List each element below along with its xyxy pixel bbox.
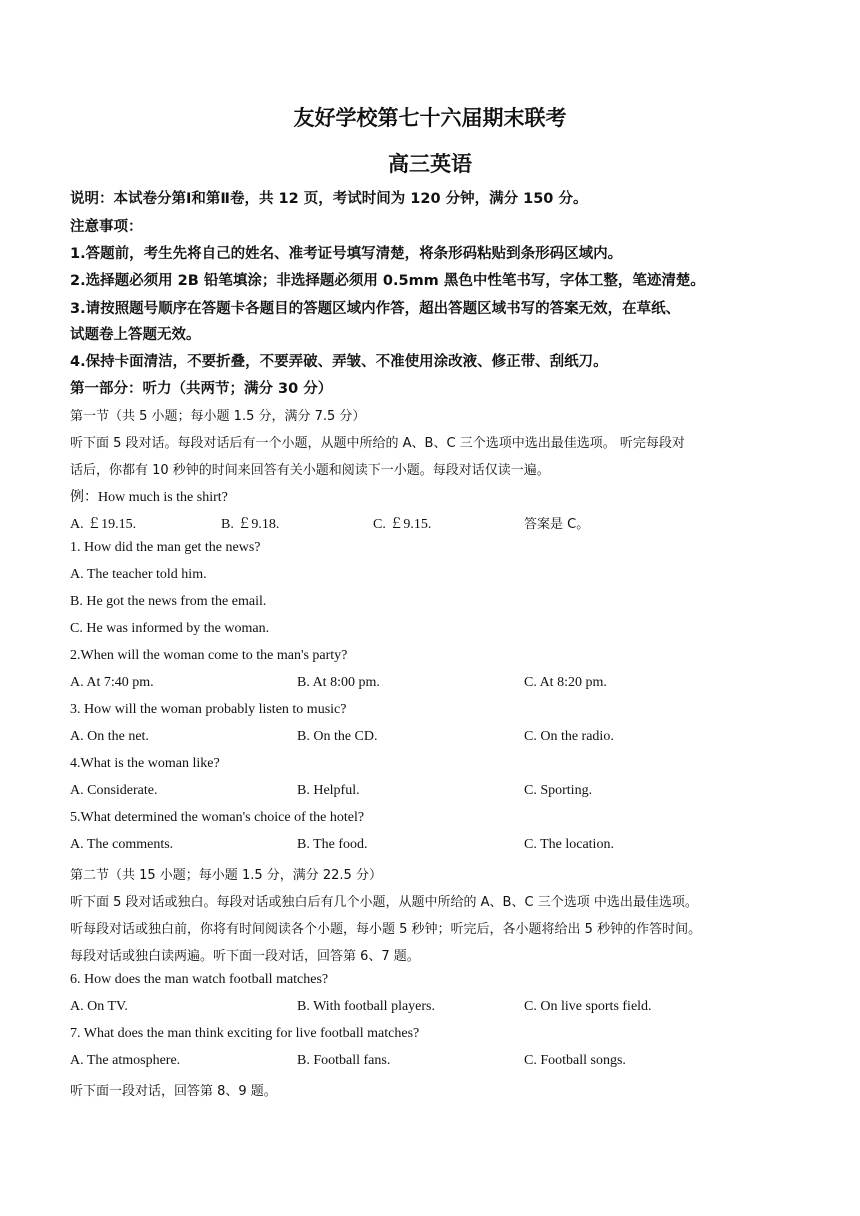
option-c: C. The location.: [524, 837, 614, 852]
part1-heading: 第一部分：听力（共两节；满分 30 分）: [70, 381, 333, 397]
option-c: C. Sporting.: [524, 783, 593, 798]
option-b: B. Helpful.: [297, 783, 360, 798]
section2-heading: 第二节（共 15 小题；每小题 1.5 分，满分 22.5 分）: [70, 868, 382, 883]
option-a: A. Considerate.: [70, 783, 158, 798]
q6-options: [0, 999, 860, 1021]
note-1: 1.答题前，考生先将自己的姓名、准考证号填写清楚，将条形码粘贴到条形码区域内。: [70, 246, 623, 262]
example-answer: 答案是 C。: [524, 517, 590, 532]
option-b: B. On the CD.: [297, 729, 378, 744]
note-4: 4.保持卡面清洁，不要折叠，不要弄破、弄皱、不准使用涂改液、修正带、刮纸刀。: [70, 354, 608, 370]
question-2: 2.When will the woman come to the man's party?: [70, 648, 348, 663]
section1-heading: 第一节（共 5 小题；每小题 1.5 分，满分 7.5 分）: [70, 409, 366, 424]
option-a: A. On the net.: [70, 729, 149, 744]
q4-options: [0, 783, 860, 805]
option-c: C. At 8:20 pm.: [524, 675, 607, 690]
question-7: 7. What does the man think exciting for live football matches?: [70, 1026, 420, 1041]
option-c: C. On live sports field.: [524, 999, 652, 1014]
exam-title: 友好学校第七十六届期末联考: [293, 106, 567, 130]
section1-directions-line-1: 听下面 5 段对话。每段对话后有一个小题，从题中所给的 A、B、C 三个选项中选出最佳选项。 听完每段对: [70, 436, 685, 451]
instructions-intro: 说明：本试卷分第Ⅰ和第Ⅱ卷，共 12 页，考试时间为 120 分钟，满分 150 分。: [70, 191, 588, 207]
note-3-line-1: 3.请按照题号顺序在答题卡各题目的答题区域内作答，超出答题区域书写的答案无效，在草纸、: [70, 301, 681, 317]
option-a: A. At 7:40 pm.: [70, 675, 154, 690]
option-b: B. With football players.: [297, 999, 435, 1014]
q1-option-c: C. He was informed by the woman.: [70, 621, 270, 636]
q1-option-a: A. The teacher told him.: [70, 567, 207, 582]
q1-option-b: B. He got the news from the email.: [70, 594, 267, 609]
question-1: 1. How did the man get the news?: [70, 540, 261, 555]
question-6: 6. How does the man watch football matches?: [70, 972, 329, 987]
option-b: B. ￡9.18.: [221, 517, 280, 532]
option-c: C. Football songs.: [524, 1053, 626, 1068]
option-b: B. Football fans.: [297, 1053, 391, 1068]
q3-options: [0, 729, 860, 751]
example-question: 例：How much is the shirt?: [70, 490, 228, 505]
exam-subject: 高三英语: [388, 152, 472, 176]
section2-directions-line-1: 听下面 5 段对话或独白。每段对话或独白后有几个小题，从题中所给的 A、B、C 三个选项 中选出最佳选项。: [70, 895, 698, 910]
option-a: A. The atmosphere.: [70, 1053, 181, 1068]
q5-options: [0, 837, 860, 859]
option-c: C. On the radio.: [524, 729, 614, 744]
section2-directions-line-2: 听每段对话或独白前，你将有时间阅读各个小题，每小题 5 秒钟；听完后，各小题将给出 5 秒钟的作答时间。: [70, 922, 702, 937]
note-3-line-2: 试题卷上答题无效。: [70, 327, 201, 343]
next-directions: 听下面一段对话，回答第 8、9 题。: [70, 1084, 277, 1099]
option-a: A. The comments.: [70, 837, 174, 852]
option-a: A. On TV.: [70, 999, 128, 1014]
option-a: A. ￡19.15.: [70, 517, 137, 532]
option-b: B. At 8:00 pm.: [297, 675, 380, 690]
example-options: [0, 513, 860, 535]
option-c: C. ￡9.15.: [373, 517, 432, 532]
notes-heading: 注意事项：: [70, 219, 143, 235]
question-4: 4.What is the woman like?: [70, 756, 220, 771]
q2-options: [0, 675, 860, 697]
question-5: 5.What determined the woman's choice of the hotel?: [70, 810, 365, 825]
section2-directions-line-3: 每段对话或独白读两遍。听下面一段对话，回答第 6、7 题。: [70, 949, 420, 964]
option-b: B. The food.: [297, 837, 368, 852]
question-3: 3. How will the woman probably listen to music?: [70, 702, 347, 717]
note-2: 2.选择题必须用 2B 铅笔填涂；非选择题必须用 0.5mm 黑色中性笔书写，字体工整，笔迹清楚。: [70, 273, 705, 289]
q7-options: [0, 1053, 860, 1075]
section1-directions-line-2: 话后，你都有 10 秒钟的时间来回答有关小题和阅读下一小题。每段对话仅读一遍。: [70, 463, 550, 478]
